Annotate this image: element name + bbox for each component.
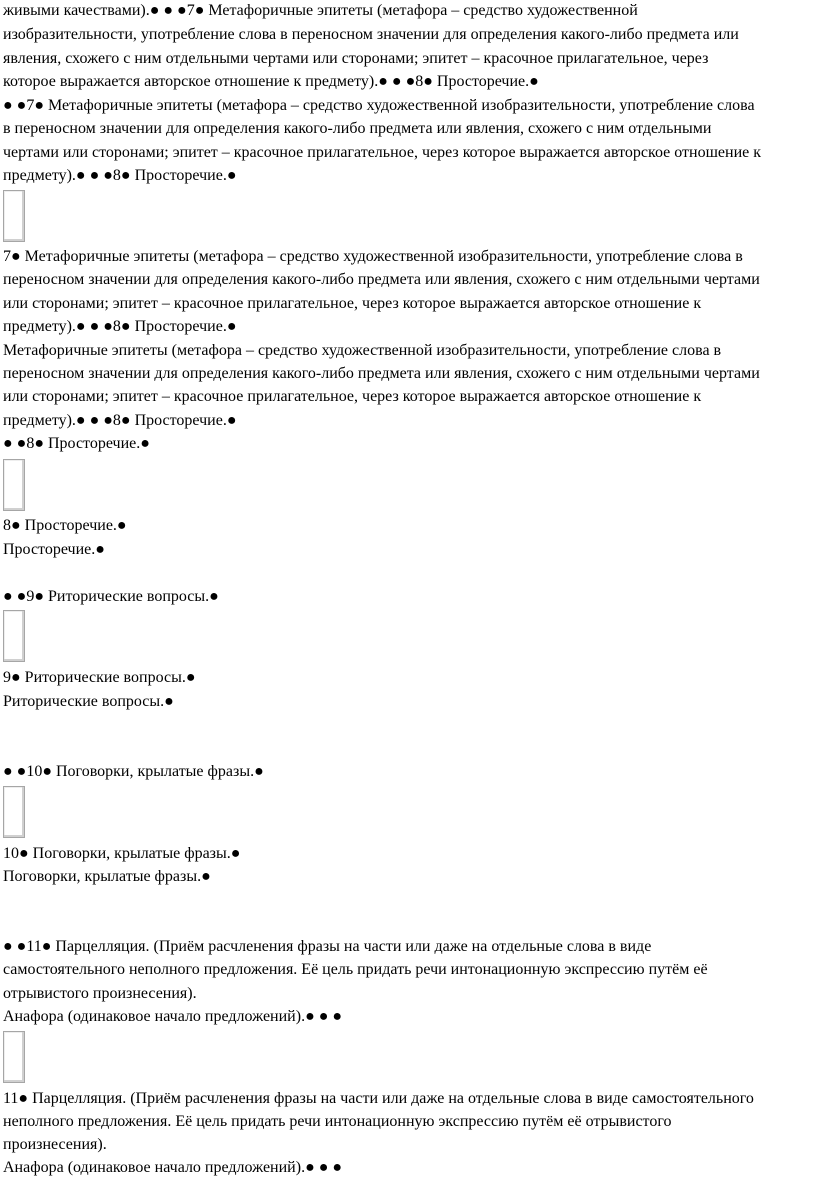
text-line: ● ●9● Риторические вопросы.● (3, 588, 219, 605)
broken-image-placeholder (3, 1031, 25, 1083)
text-line: ● ●11● Парцелляция. (Приём расчленения фразы на части или даже на отдельные слова в виде (3, 938, 652, 955)
text-line: живыми качествами).● ● ●7● Метафоричные эпитеты (метафора – средство художественной (3, 2, 638, 19)
text-line: предмету).● ● ●8● Просторечие.● (3, 318, 237, 335)
text-line: 9● Риторические вопросы.● (3, 669, 196, 686)
text-line: 11● Парцелляция. (Приём расчленения фразы на части или даже на отдельные слова в виде самостоятельного (3, 1090, 754, 1107)
text-line: Риторические вопросы.● (3, 693, 174, 710)
broken-image-placeholder (3, 610, 25, 662)
text-line: ● ●8● Просторечие.● (3, 435, 150, 452)
text-line: переносном значении для определения какого-либо предмета или явления, схожего с ним отдельными чертами (3, 365, 760, 382)
broken-image-placeholder (3, 786, 25, 838)
text-line: Анафора (одинаковое начало предложений).● ● ● (3, 1008, 343, 1025)
text-line: 7● Метафоричные эпитеты (метафора – средство художественной изобразительности, употребление слова в (3, 248, 743, 265)
text-line: Анафора (одинаковое начало предложений).● ● ● (3, 1159, 343, 1176)
text-line: в переносном значении для определения какого-либо предмета или явления, схожего с ним отдельными (3, 120, 712, 137)
text-line: ● ●10● Поговорки, крылатые фразы.● (3, 763, 264, 780)
text-line: предмету).● ● ●8● Просторечие.● (3, 412, 237, 429)
text-line: или сторонами; эпитет – красочное прилагательное, через которое выражается авторское отношение к (3, 295, 702, 312)
text-line: произнесения). (3, 1136, 107, 1153)
text-line: предмету).● ● ●8● Просторечие.● (3, 167, 237, 184)
text-line: Просторечие.● (3, 541, 105, 558)
text-line: ● ●7● Метафоричные эпитеты (метафора – средство художественной изобразительности, употребление слова (3, 97, 755, 114)
text-line: 10● Поговорки, крылатые фразы.● (3, 845, 241, 862)
text-line: самостоятельного неполного предложения. Её цель придать речи интонационную экспрессию путём её (3, 961, 708, 978)
text-line: изобразительности, употребление слова в переносном значении для определения какого-либо предмета или (3, 26, 739, 43)
broken-image-placeholder (3, 459, 25, 511)
text-line: Поговорки, крылатые фразы.● (3, 868, 211, 885)
text-line: 8● Просторечие.● (3, 517, 127, 534)
text-line: отрывистого произнесения). (3, 985, 197, 1002)
broken-image-placeholder (3, 190, 25, 242)
text-line: неполного предложения. Её цель придать речи интонационную экспрессию путём её отрывистого (3, 1113, 672, 1130)
text-line: чертами или сторонами; эпитет – красочное прилагательное, через которое выражается авторское отношение к (3, 144, 762, 161)
text-line: или сторонами; эпитет – красочное прилагательное, через которое выражается авторское отношение к (3, 388, 702, 405)
text-line: явления, схожего с ним отдельными чертами или сторонами; эпитет – красочное прилагательное, через (3, 50, 709, 67)
text-line: которое выражается авторское отношение к предмету).● ● ●8● Просторечие.● (3, 73, 539, 90)
text-line: переносном значении для определения какого-либо предмета или явления, схожего с ним отдельными чертами (3, 271, 760, 288)
text-line: Метафоричные эпитеты (метафора – средство художественной изобразительности, употребление слова в (3, 342, 722, 359)
